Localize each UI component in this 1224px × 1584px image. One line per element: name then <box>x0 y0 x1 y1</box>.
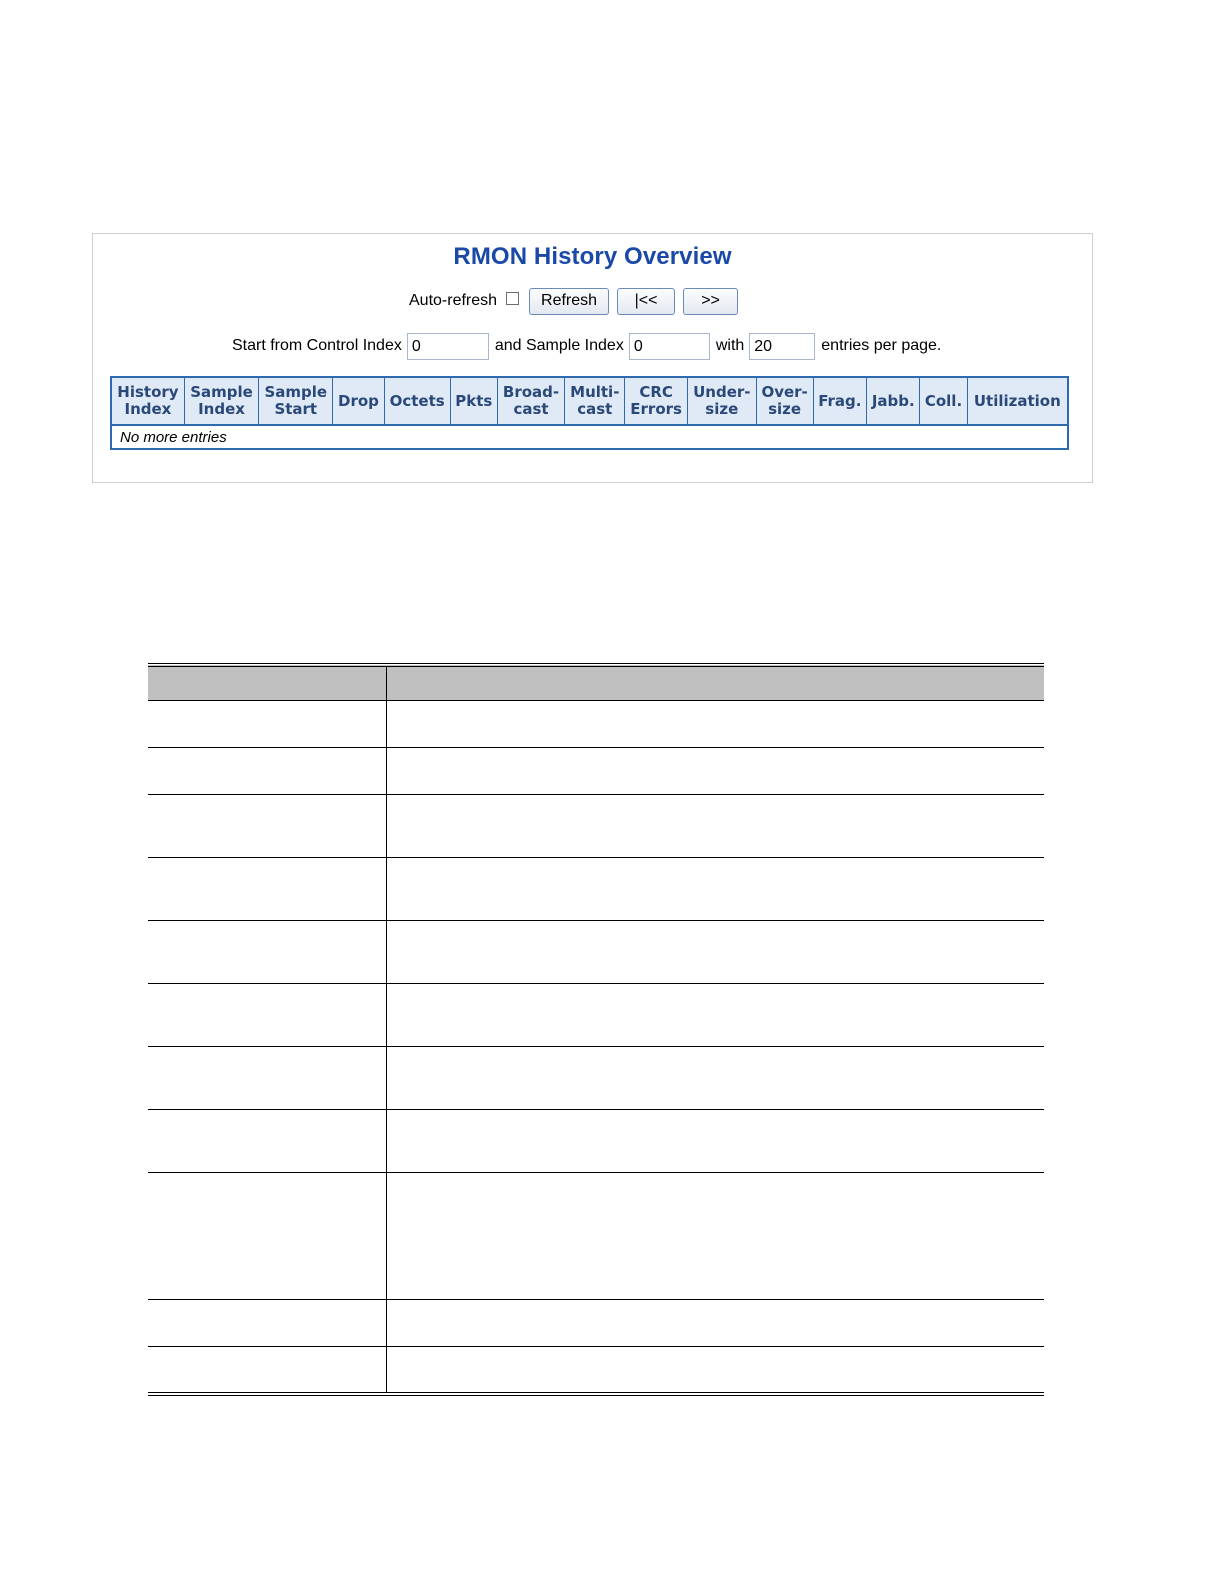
column-header-label: Frag. <box>818 391 862 410</box>
description-header-row <box>148 665 1044 701</box>
description-row <box>148 1347 1044 1394</box>
column-header <box>687 377 756 425</box>
entries-per-page-label: entries per page. <box>821 337 942 354</box>
column-header <box>920 377 967 425</box>
column-header-label: Utilization <box>973 391 1061 410</box>
refresh-controls <box>409 287 746 315</box>
refresh-button[interactable]: Refresh <box>529 288 609 315</box>
description-row <box>148 921 1044 984</box>
column-header-label: Over- <box>761 383 808 401</box>
column-header-label: Octets <box>389 391 445 410</box>
column-header-label: size <box>705 400 739 418</box>
column-header-label: Broad- <box>502 383 560 401</box>
column-header-label: Sample <box>264 383 328 401</box>
description-header-object <box>148 665 387 701</box>
index-controls <box>232 332 946 360</box>
table-header-row <box>111 377 1068 425</box>
column-header <box>565 377 625 425</box>
auto-refresh-label: Auto-refresh <box>409 292 498 309</box>
rmon-history-panel <box>92 233 1093 483</box>
column-header <box>184 377 258 425</box>
column-header-label: History <box>117 383 179 401</box>
no-entries-message: No more entries <box>111 425 1068 449</box>
description-table <box>148 663 1044 1396</box>
column-header <box>259 377 333 425</box>
column-header-label: Under- <box>693 383 751 401</box>
column-header <box>967 377 1068 425</box>
column-header-label: Jabb. <box>871 391 915 410</box>
column-header-label: Start <box>274 400 318 418</box>
column-header-label: cast <box>513 400 549 418</box>
sample-index-input[interactable]: 0 <box>629 333 710 360</box>
column-header-label: size <box>768 400 802 418</box>
control-index-input[interactable]: 0 <box>407 333 489 360</box>
entries-per-page-input[interactable]: 20 <box>749 333 815 360</box>
description-row <box>148 795 1044 858</box>
column-header <box>756 377 813 425</box>
column-header-label: Index <box>124 400 172 418</box>
description-row <box>148 984 1044 1047</box>
description-header-description <box>387 665 1045 701</box>
page-title: RMON History Overview <box>453 243 732 270</box>
description-row <box>148 858 1044 921</box>
first-page-button[interactable]: |<< <box>617 288 675 315</box>
column-header-label: Sample <box>190 383 253 401</box>
column-header <box>625 377 688 425</box>
column-header-label: Pkts <box>455 391 493 410</box>
column-header-label: Errors <box>630 400 682 418</box>
description-row <box>148 1047 1044 1110</box>
description-row <box>148 748 1044 795</box>
rmon-history-table <box>110 376 1069 450</box>
with-label: with <box>715 337 745 354</box>
column-header-label: Multi- <box>570 383 620 401</box>
next-page-button[interactable]: >> <box>683 288 738 315</box>
description-row <box>148 1110 1044 1173</box>
column-header-label: cast <box>577 400 613 418</box>
description-row <box>148 1300 1044 1347</box>
column-header-label: Coll. <box>924 391 963 410</box>
column-header <box>497 377 564 425</box>
column-header <box>867 377 920 425</box>
table-row <box>111 425 1068 449</box>
column-header-label: Drop <box>338 391 379 410</box>
column-header <box>813 377 867 425</box>
column-header <box>450 377 497 425</box>
column-header-label: CRC <box>639 383 673 401</box>
column-header-label: Index <box>198 400 245 418</box>
start-control-index-label: Start from Control Index <box>232 337 402 354</box>
description-row <box>148 1173 1044 1300</box>
column-header <box>384 377 450 425</box>
auto-refresh-checkbox[interactable] <box>506 292 519 305</box>
sample-index-label: and Sample Index <box>494 337 624 354</box>
description-row <box>148 701 1044 748</box>
column-header <box>111 377 184 425</box>
column-header <box>333 377 384 425</box>
